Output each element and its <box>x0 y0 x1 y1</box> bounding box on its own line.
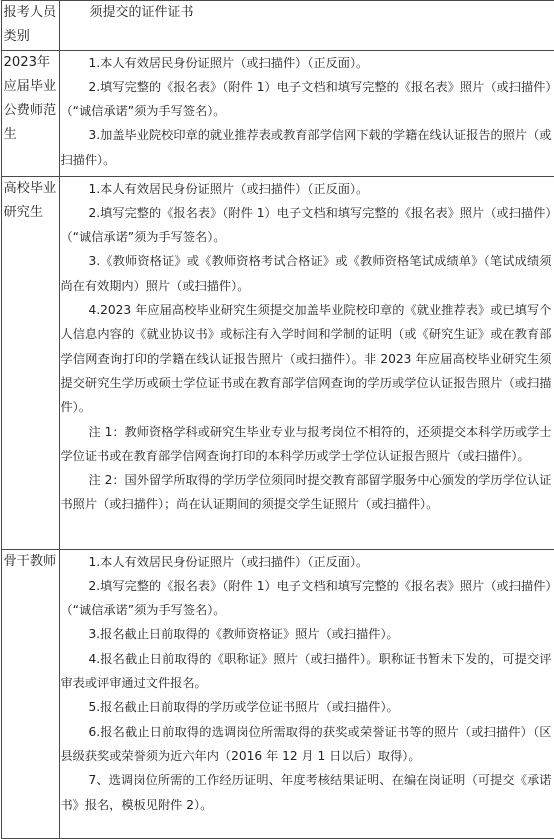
requirement-note: 注 2：国外留学所取得的学历学位须同时提交教育部留学服务中心颁发的学历学位认证书照片（或扫描件）；尚在认证期间的须提交学生证照片（或扫描件）。 <box>60 468 554 517</box>
requirement-item: 2.填写完整的《报名表》（附件 1）电子文档和填写完整的《报名表》照片（或扫描件）（“诚信承诺”须为手写签名）。 <box>60 574 554 623</box>
requirement-item: 2.填写完整的《报名表》（附件 1）电子文档和填写完整的《报名表》照片（或扫描件）（“诚信承诺”须为手写签名）。 <box>60 75 554 124</box>
table-row <box>1 176 554 549</box>
table-header-row <box>1 1 554 51</box>
header-requirements: 须提交的证件证书 <box>59 1 554 51</box>
requirement-item: 2.填写完整的《报名表》（附件 1）电子文档和填写完整的《报名表》照片（或扫描件）（“诚信承诺”须为手写签名）。 <box>60 201 554 250</box>
requirement-item: 3.报名截止日前取得的《教师资格证》照片（或扫描件）。 <box>60 622 554 646</box>
requirement-item: 4.报名截止日前取得的《职称证》照片（或扫描件）。职称证书暂未下发的，可提交评审表或评审通过文件报名。 <box>60 647 554 696</box>
row-requirements <box>59 176 554 549</box>
requirement-item: 3.《教师资格证》或《教师资格考试合格证》或《教师资格笔试成绩单》（笔试成绩须尚在有效期内）照片（或扫描件）。 <box>60 249 554 298</box>
requirements-table <box>1 0 554 839</box>
requirement-item: 5.报名截止日前取得的学历或学位证书照片（或扫描件）。 <box>60 695 554 719</box>
row-category: 骨干教师 <box>1 549 59 838</box>
row-category: 高校毕业研究生 <box>1 176 59 549</box>
header-category: 报考人员类别 <box>1 1 59 51</box>
table-row <box>1 549 554 838</box>
requirement-item: 7、选调岗位所需的工作经历证明、年度考核结果证明、在编在岗证明（可提交《承诺书》报名，模板见附件 2）。 <box>60 768 554 817</box>
row-requirements <box>59 50 554 176</box>
requirement-item: 6.报名截止日前取得的选调岗位所需取得的获奖或荣誉证书等的照片（或扫描件）（区县级获奖或荣誉须为近六年内（2016 年 12 月 1 日以后）取得）。 <box>60 720 554 769</box>
row-category: 2023年应届毕业公费师范生 <box>1 50 59 176</box>
requirement-item: 1.本人有效居民身份证照片（或扫描件）（正反面）。 <box>60 550 554 574</box>
table-row <box>1 50 554 176</box>
row-requirements <box>59 549 554 838</box>
requirement-item: 1.本人有效居民身份证照片（或扫描件）（正反面）。 <box>60 177 554 201</box>
requirement-item: 1.本人有效居民身份证照片（或扫描件）（正反面）。 <box>60 51 554 75</box>
requirement-item: 3.加盖毕业院校印章的就业推荐表或教育部学信网下载的学籍在线认证报告的照片（或扫描件）。 <box>60 123 554 172</box>
requirement-note: 注 1：教师资格学科或研究生毕业专业与报考岗位不相符的，还须提交本科学历或学士学位证书或在教育部学信网查询打印的本科学历或学士学位认证报告照片（或扫描件）。 <box>60 420 554 469</box>
requirement-item: 4.2023 年应届高校毕业研究生须提交加盖毕业院校印章的《就业推荐表》或已填写个人信息内容的《就业协议书》或标注有入学时间和学制的证明（或《研究生证》或在教育部学信网查询打印的学籍在线认证报告照片（或扫描件）。非 2023 年应届高校毕业研究生须提交研究生学历或硕士学位证书或在教育部学信网查询的学历或学位认证报告照片（或扫描件）。 <box>60 298 554 419</box>
